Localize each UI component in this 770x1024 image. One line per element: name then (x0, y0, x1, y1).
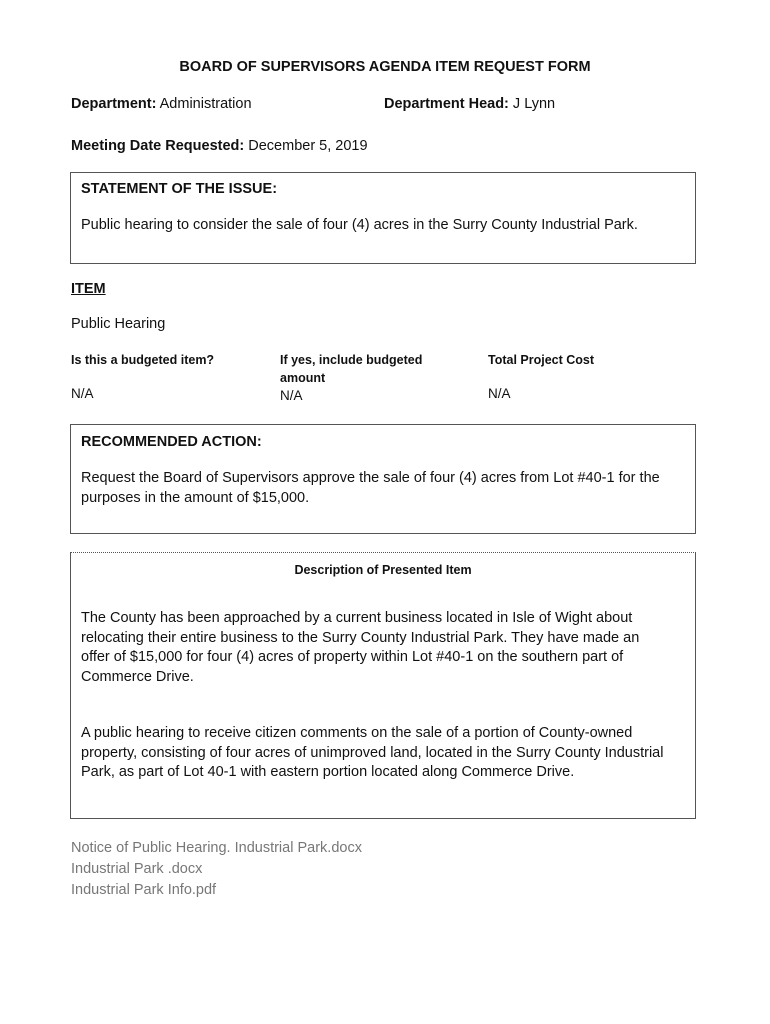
form-title: BOARD OF SUPERVISORS AGENDA ITEM REQUEST FORM (179, 59, 591, 75)
department-head-label: Department Head: (384, 96, 509, 112)
item-value: Public Hearing (71, 316, 166, 332)
total-project-cost-value: N/A (488, 386, 511, 401)
meeting-date-value: December 5, 2019 (248, 138, 368, 154)
department-label: Department: (71, 96, 157, 112)
attachment-link[interactable]: Industrial Park Info.pdf (71, 882, 217, 898)
budgeted-amount-label: If yes, include budgeted amount (280, 353, 423, 385)
department-head-value: J Lynn (512, 96, 556, 112)
recommended-action-heading: RECOMMENDED ACTION: (81, 434, 262, 450)
statement-text: Public hearing to consider the sale of four (4) acres in the Surry County Industrial Park. (81, 217, 638, 233)
description-paragraph-2: A public hearing to receive citizen comments on the sale of a portion of County-owned property, consisting of four acres of unimproved land, located in the Surry County Industrial Park, as part of Lot 40-1 with eastern portion located along Commerce Drive. (81, 725, 664, 780)
attachment-link[interactable]: Industrial Park .docx (71, 861, 203, 877)
meeting-date-row (71, 138, 368, 154)
department-head-row (384, 96, 555, 112)
budgeted-item-label: Is this a budgeted item? (71, 353, 215, 367)
budgeted-item-value: N/A (71, 386, 94, 401)
attachment-link[interactable]: Notice of Public Hearing. Industrial Park.docx (71, 840, 362, 856)
department-value: Administration (159, 96, 252, 112)
total-project-cost-label: Total Project Cost (488, 353, 595, 367)
description-heading: Description of Presented Item (294, 563, 472, 577)
department-row (71, 96, 252, 112)
item-heading: ITEM (71, 281, 106, 297)
description-paragraph-1: The County has been approached by a current business located in Isle of Wight about relocating their entire business to the Surry County Industrial Park. They have made an offer of $15,000 for four (4) acres of property within Lot #40-1 on the southern part of Commerce Drive. (81, 610, 640, 685)
statement-box (70, 172, 696, 264)
statement-heading: STATEMENT OF THE ISSUE: (81, 181, 278, 197)
description-box (70, 552, 696, 819)
attachments-list (71, 838, 362, 901)
meeting-date-label: Meeting Date Requested: (71, 138, 245, 154)
recommended-action-text: Request the Board of Supervisors approve the sale of four (4) acres from Lot #40-1 for the purposes in the amount of $15,000. (81, 470, 660, 506)
recommended-action-box (70, 424, 696, 534)
budgeted-amount-value: N/A (280, 388, 303, 403)
